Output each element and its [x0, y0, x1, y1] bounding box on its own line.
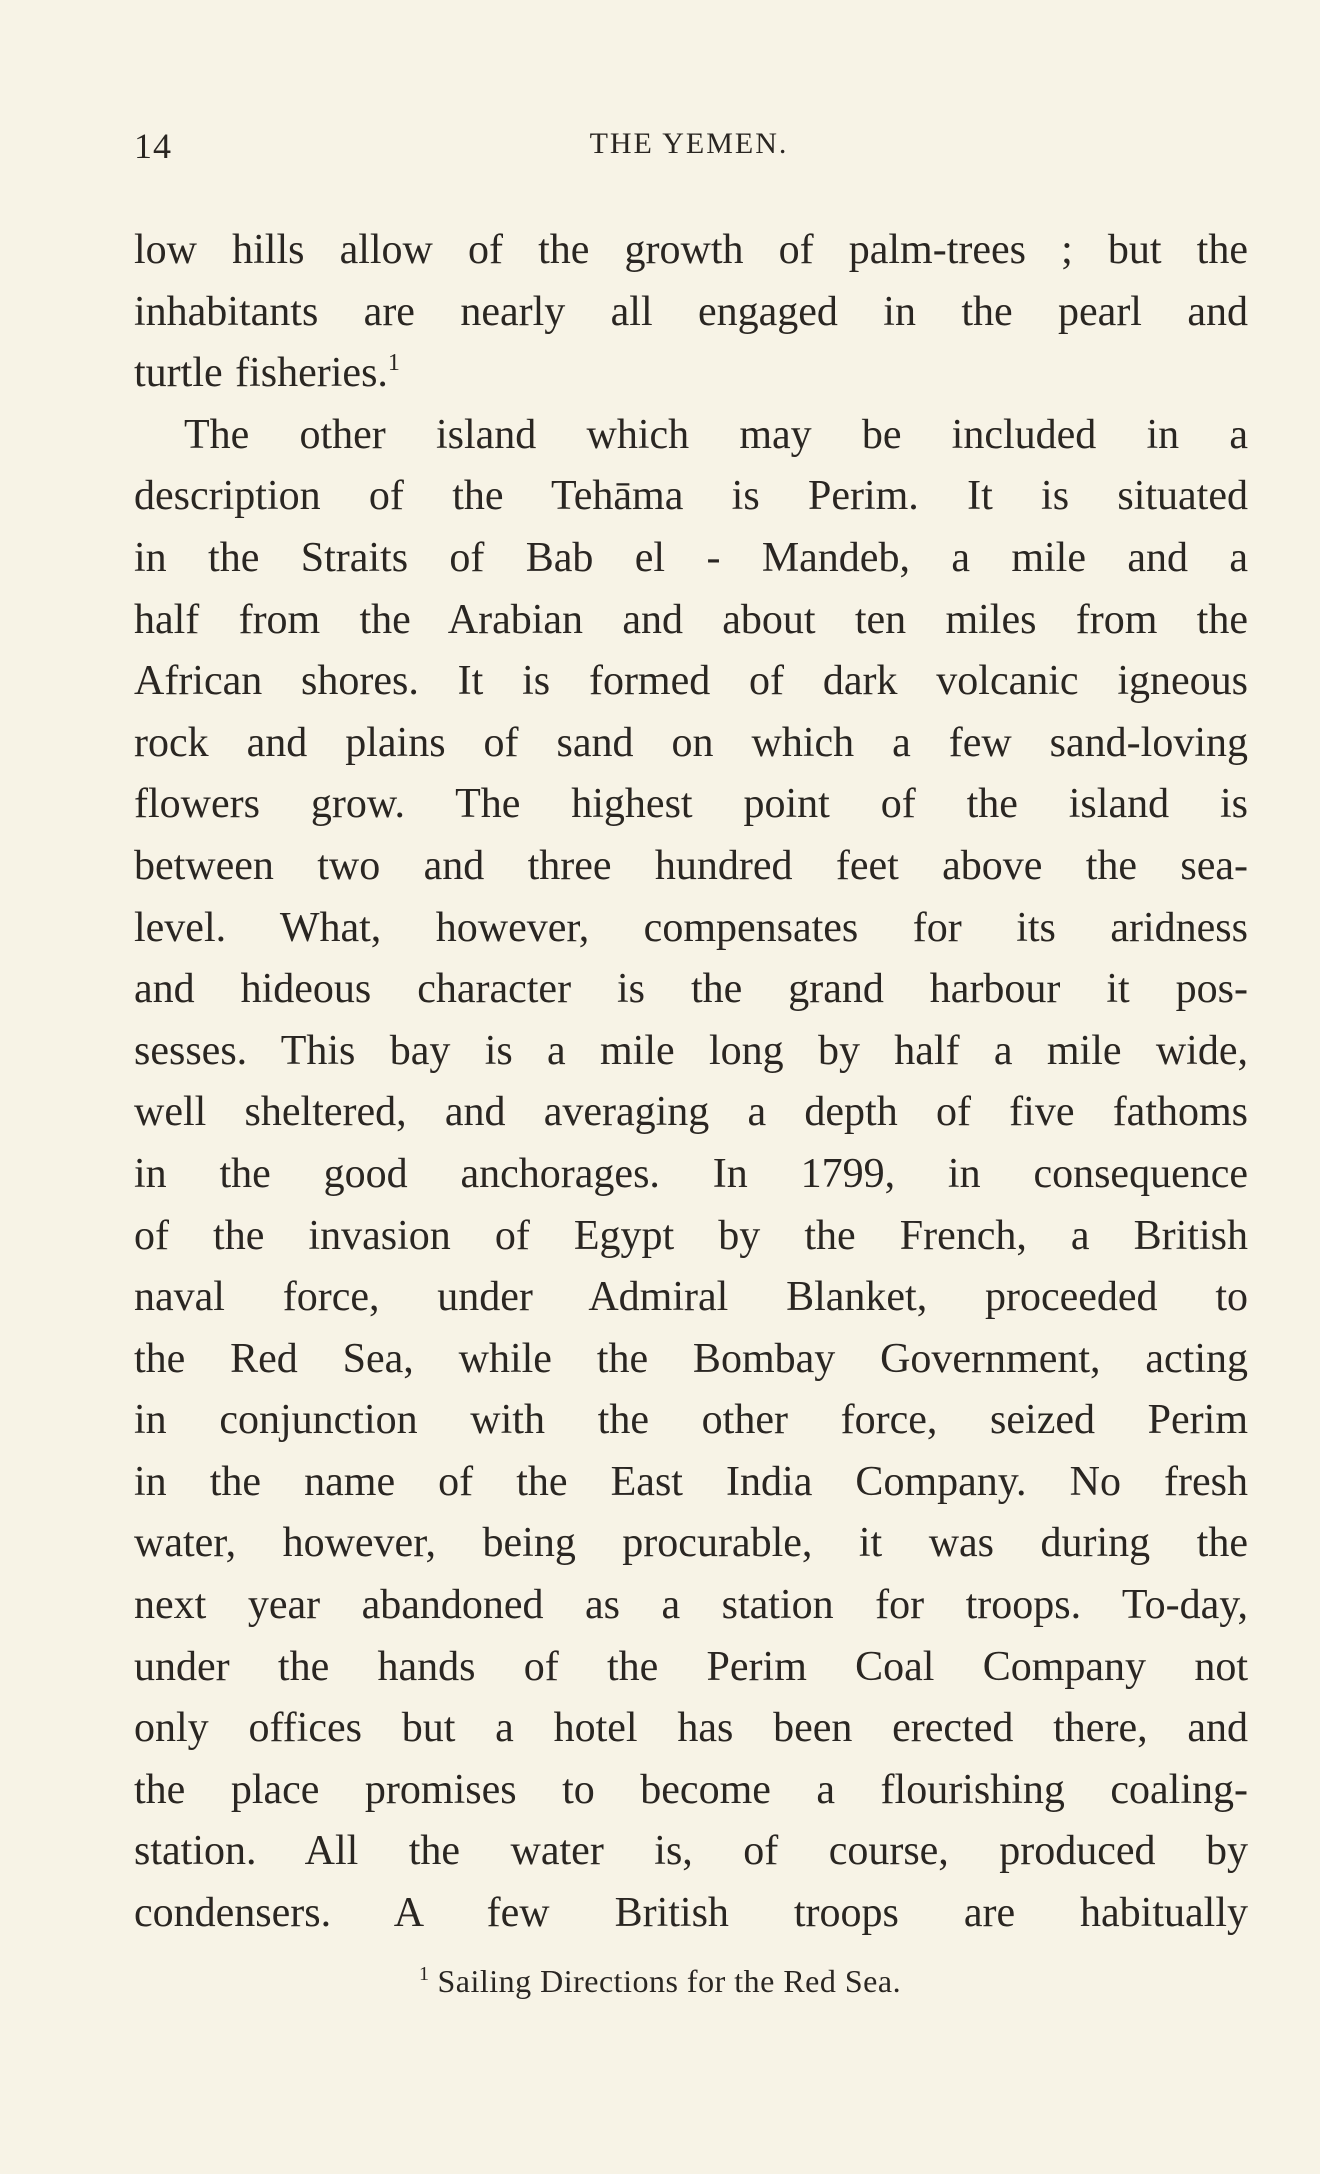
text-line: in the name of the East India Company. No fresh: [134, 1458, 1248, 1505]
text-line-content: turtle fisheries.: [134, 350, 388, 397]
text-line: flowers grow. The highest point of the island is: [134, 781, 1248, 828]
text-line: level. What, however, compensates for its aridness: [134, 904, 1248, 951]
text-line: condensers. A few British troops are habitually: [134, 1890, 1248, 1937]
text-line: African shores. It is formed of dark volcanic igneous: [134, 658, 1248, 705]
text-line: well sheltered, and averaging a depth of five fathoms: [134, 1089, 1248, 1136]
text-line: and hideous character is the grand harbour it pos-: [134, 966, 1248, 1013]
text-line: low hills allow of the growth of palm-trees ; but the: [134, 227, 1248, 273]
footnote-marker: 1: [418, 1963, 430, 1985]
text-line: in the Straits of Bab el - Mandeb, a mile and a: [134, 534, 1248, 581]
page-number: 14: [134, 126, 172, 166]
text-line: only offices but a hotel has been erected there, and: [134, 1705, 1248, 1752]
paragraph-first-line: The other island which may be included in a: [184, 411, 1248, 458]
text-line: water, however, being procurable, it was during the: [134, 1520, 1248, 1567]
text-line: naval force, under Admiral Blanket, proceeded to: [134, 1274, 1248, 1321]
text-line: [134, 343, 1248, 405]
text-line: half from the Arabian and about ten miles from the: [134, 596, 1248, 643]
text-line: the Red Sea, while the Bombay Government, acting: [134, 1335, 1248, 1382]
text-line: next year abandoned as a station for troops. To-day,: [134, 1582, 1248, 1629]
text-line: of the invasion of Egypt by the French, a British: [134, 1212, 1248, 1259]
body-text: [134, 220, 1248, 1945]
footnote: [0, 1963, 1320, 2000]
text-line: in conjunction with the other force, seized Perim: [134, 1397, 1248, 1444]
text-line: the place promises to become a flourishing coaling-: [134, 1766, 1248, 1813]
running-title: THE YEMEN.: [589, 127, 789, 160]
text-line: station. All the water is, of course, produced by: [134, 1828, 1248, 1875]
text-line: description of the Tehāma is Perim. It is situated: [134, 473, 1248, 520]
footnote-text: Sailing Directions for the Red Sea.: [437, 1963, 902, 1999]
footnote-reference[interactable]: 1: [387, 350, 400, 377]
text-line: sesses. This bay is a mile long by half a mile wide,: [134, 1027, 1248, 1074]
text-line: under the hands of the Perim Coal Company not: [134, 1643, 1248, 1690]
text-line: between two and three hundred feet above the sea-: [134, 842, 1248, 889]
running-head: [134, 125, 1244, 175]
text-line: rock and plains of sand on which a few sand-loving: [134, 719, 1248, 766]
text-line: in the good anchorages. In 1799, in consequence: [134, 1150, 1248, 1197]
text-line: inhabitants are nearly all engaged in the pearl and: [134, 288, 1248, 335]
